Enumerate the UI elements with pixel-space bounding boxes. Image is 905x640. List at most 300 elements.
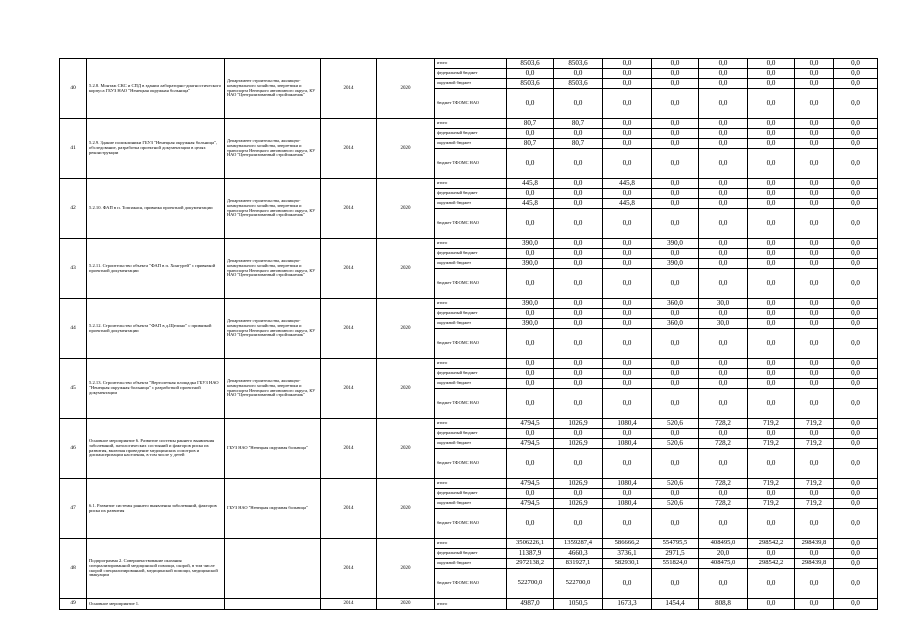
amount-cell: 0,0 (699, 209, 748, 239)
start-year-cell: 2014 (321, 119, 377, 179)
row-number-cell: 42 (60, 179, 87, 239)
activity-name-cell: 5.2.13. Строительство объекта "Вертолетная площадка ГБУЗ НАО "Ненецкая окружная больница" с разработкой проектной документации (87, 359, 225, 419)
executor-cell: Департамент строительства, жилищно-коммунального хозяйства, энергетики и транспорта Ненецкого автономного округа, КУ НАО "Централизованный стройзаказчик" (225, 179, 321, 239)
amount-cell: 0,0 (699, 379, 748, 389)
amount-cell: 0,0 (834, 69, 878, 79)
amount-cell: 719,2 (795, 479, 834, 489)
amount-cell: 20,0 (699, 549, 748, 559)
amount-cell: 0,0 (603, 489, 652, 499)
start-year-cell: 2014 (321, 179, 377, 239)
amount-cell: 0,0 (834, 499, 878, 509)
amount-cell: 520,6 (652, 499, 699, 509)
amount-cell: 0,0 (603, 329, 652, 359)
amount-cell: 4794,5 (507, 499, 554, 509)
amount-cell: 0,0 (652, 449, 699, 479)
funding-source-cell: бюджет ТФОМС НАО (435, 149, 507, 179)
amount-cell: 0,0 (652, 189, 699, 199)
amount-cell: 3506226,1 (507, 539, 554, 549)
amount-cell: 0,0 (603, 79, 652, 89)
amount-cell: 390,0 (652, 239, 699, 249)
start-year-cell: 2014 (321, 239, 377, 299)
funding-source-cell: окружной бюджет (435, 379, 507, 389)
funding-source-cell: итого (435, 599, 507, 610)
amount-cell: 586666,2 (603, 539, 652, 549)
amount-cell: 0,0 (652, 89, 699, 119)
amount-cell: 0,0 (699, 69, 748, 79)
funding-source-cell: итого (435, 179, 507, 189)
amount-cell: 808,8 (699, 599, 748, 610)
end-year-cell: 2020 (377, 299, 435, 359)
funding-source-cell: федеральный бюджет (435, 369, 507, 379)
amount-cell: 0,0 (795, 599, 834, 610)
amount-cell: 0,0 (795, 369, 834, 379)
amount-cell: 1080,4 (603, 499, 652, 509)
amount-cell: 0,0 (507, 369, 554, 379)
amount-cell: 0,0 (748, 449, 795, 479)
amount-cell: 408475,0 (699, 559, 748, 569)
end-year-cell: 2020 (377, 539, 435, 599)
amount-cell: 0,0 (603, 149, 652, 179)
amount-cell: 0,0 (748, 599, 795, 610)
amount-cell: 80,7 (507, 119, 554, 129)
amount-cell: 0,0 (554, 449, 603, 479)
amount-cell: 0,0 (834, 209, 878, 239)
amount-cell: 0,0 (795, 139, 834, 149)
funding-source-cell: федеральный бюджет (435, 489, 507, 499)
amount-cell: 0,0 (652, 359, 699, 369)
executor-cell (225, 539, 321, 599)
amount-cell: 0,0 (652, 69, 699, 79)
amount-cell: 0,0 (795, 429, 834, 439)
amount-cell: 0,0 (748, 359, 795, 369)
amount-cell: 4987,0 (507, 599, 554, 610)
amount-cell: 0,0 (748, 149, 795, 179)
amount-cell: 0,0 (554, 189, 603, 199)
amount-cell: 0,0 (699, 249, 748, 259)
amount-cell: 0,0 (652, 119, 699, 129)
table-row (60, 479, 878, 489)
amount-cell: 1080,4 (603, 479, 652, 489)
amount-cell: 0,0 (554, 129, 603, 139)
amount-cell: 0,0 (507, 449, 554, 479)
amount-cell: 0,0 (652, 179, 699, 189)
amount-cell: 0,0 (652, 129, 699, 139)
amount-cell: 0,0 (795, 359, 834, 369)
funding-table-body (60, 59, 878, 610)
start-year-cell: 2014 (321, 479, 377, 539)
amount-cell: 0,0 (554, 149, 603, 179)
table-row (60, 599, 878, 610)
end-year-cell: 2020 (377, 599, 435, 610)
amount-cell: 0,0 (554, 239, 603, 249)
amount-cell: 719,2 (795, 499, 834, 509)
amount-cell: 0,0 (554, 429, 603, 439)
activity-name-cell: 5.2.10. ФАП в п. Топпакася, привязка проектной документации (87, 179, 225, 239)
amount-cell: 0,0 (748, 509, 795, 539)
amount-cell: 0,0 (603, 449, 652, 479)
funding-source-cell: окружной бюджет (435, 139, 507, 149)
amount-cell: 360,0 (652, 299, 699, 309)
amount-cell: 0,0 (748, 209, 795, 239)
end-year-cell: 2020 (377, 359, 435, 419)
funding-source-cell: окружной бюджет (435, 499, 507, 509)
amount-cell: 0,0 (699, 429, 748, 439)
amount-cell: 0,0 (652, 139, 699, 149)
amount-cell: 0,0 (507, 509, 554, 539)
amount-cell: 0,0 (652, 379, 699, 389)
amount-cell: 0,0 (834, 299, 878, 309)
amount-cell: 0,0 (507, 429, 554, 439)
amount-cell: 0,0 (795, 209, 834, 239)
amount-cell: 0,0 (652, 199, 699, 209)
amount-cell: 0,0 (699, 449, 748, 479)
amount-cell: 0,0 (603, 59, 652, 69)
activity-name-cell: 5.2.12. Строительство объекта "ФАП в д.Щелино" с привязкой проектной документации (87, 299, 225, 359)
amount-cell: 0,0 (603, 509, 652, 539)
table-row (60, 299, 878, 309)
amount-cell: 8503,6 (507, 79, 554, 89)
amount-cell: 445,8 (603, 199, 652, 209)
amount-cell: 0,0 (699, 489, 748, 499)
amount-cell: 1080,4 (603, 439, 652, 449)
executor-cell: Департамент строительства, жилищно-коммунального хозяйства, энергетики и транспорта Ненецкого автономного округа, КУ НАО "Централизованный стройзаказчик" (225, 359, 321, 419)
amount-cell: 0,0 (834, 319, 878, 329)
amount-cell: 0,0 (834, 249, 878, 259)
amount-cell: 0,0 (748, 369, 795, 379)
amount-cell: 0,0 (748, 549, 795, 559)
amount-cell: 0,0 (652, 59, 699, 69)
amount-cell: 728,2 (699, 439, 748, 449)
amount-cell: 0,0 (834, 329, 878, 359)
activity-name-cell: 5.2.8. Монтаж СКС и СПД в здании лабораторно-диагностического корпуса ГБУЗ НАО "Ненецкая окружная больница" (87, 59, 225, 119)
amount-cell: 0,0 (834, 439, 878, 449)
amount-cell: 0,0 (603, 69, 652, 79)
end-year-cell: 2020 (377, 119, 435, 179)
activity-name-cell: Подпрограмма 2. Совершенствование оказания специализированной медицинской помощи, скорой, в том числе скорой специализированной, медицинской помощи, медицинской эвакуации (87, 539, 225, 599)
amount-cell: 8503,6 (507, 59, 554, 69)
amount-cell: 0,0 (834, 379, 878, 389)
amount-cell: 0,0 (748, 379, 795, 389)
amount-cell: 0,0 (834, 539, 878, 549)
amount-cell: 30,0 (699, 319, 748, 329)
amount-cell: 298542,2 (748, 539, 795, 549)
amount-cell: 0,0 (834, 419, 878, 429)
amount-cell: 0,0 (652, 489, 699, 499)
amount-cell: 0,0 (603, 269, 652, 299)
amount-cell: 0,0 (507, 389, 554, 419)
amount-cell: 0,0 (699, 149, 748, 179)
amount-cell: 0,0 (748, 59, 795, 69)
amount-cell: 0,0 (795, 179, 834, 189)
funding-source-cell: окружной бюджет (435, 259, 507, 269)
end-year-cell: 2020 (377, 419, 435, 479)
amount-cell: 0,0 (795, 569, 834, 599)
amount-cell: 0,0 (507, 189, 554, 199)
amount-cell: 4794,5 (507, 419, 554, 429)
amount-cell: 719,2 (748, 479, 795, 489)
row-number-cell: 45 (60, 359, 87, 419)
amount-cell: 0,0 (603, 319, 652, 329)
amount-cell: 390,0 (507, 299, 554, 309)
amount-cell: 0,0 (748, 79, 795, 89)
start-year-cell: 2014 (321, 299, 377, 359)
end-year-cell: 2020 (377, 59, 435, 119)
amount-cell: 0,0 (748, 259, 795, 269)
amount-cell: 0,0 (834, 549, 878, 559)
row-number-cell: 48 (60, 539, 87, 599)
amount-cell: 0,0 (748, 239, 795, 249)
amount-cell: 0,0 (834, 449, 878, 479)
row-number-cell: 49 (60, 599, 87, 610)
amount-cell: 0,0 (748, 299, 795, 309)
amount-cell: 0,0 (699, 199, 748, 209)
amount-cell: 0,0 (603, 139, 652, 149)
amount-cell: 0,0 (507, 129, 554, 139)
row-number-cell: 40 (60, 59, 87, 119)
amount-cell: 0,0 (507, 89, 554, 119)
executor-cell: Департамент строительства, жилищно-коммунального хозяйства, энергетики и транспорта Ненецкого автономного округа, КУ НАО "Централизованный стройзаказчик" (225, 119, 321, 179)
amount-cell: 0,0 (507, 379, 554, 389)
funding-table (59, 58, 878, 610)
amount-cell: 0,0 (834, 569, 878, 599)
table-row (60, 239, 878, 249)
amount-cell: 0,0 (795, 319, 834, 329)
amount-cell: 0,0 (652, 509, 699, 539)
amount-cell: 0,0 (507, 69, 554, 79)
amount-cell: 4794,5 (507, 479, 554, 489)
amount-cell: 522700,0 (554, 569, 603, 599)
amount-cell: 0,0 (554, 359, 603, 369)
amount-cell: 0,0 (652, 309, 699, 319)
funding-source-cell: бюджет ТФОМС НАО (435, 389, 507, 419)
amount-cell: 0,0 (554, 369, 603, 379)
amount-cell: 0,0 (795, 249, 834, 259)
amount-cell: 0,0 (554, 89, 603, 119)
funding-source-cell: окружной бюджет (435, 319, 507, 329)
activity-name-cell: 6.1. Развитие системы раннего выявления заболеваний, факторов риска их развития (87, 479, 225, 539)
amount-cell: 2972138,2 (507, 559, 554, 569)
amount-cell: 0,0 (554, 299, 603, 309)
amount-cell: 0,0 (834, 89, 878, 119)
amount-cell: 728,2 (699, 419, 748, 429)
table-row (60, 119, 878, 129)
amount-cell: 0,0 (748, 429, 795, 439)
funding-source-cell: итого (435, 119, 507, 129)
amount-cell: 390,0 (652, 259, 699, 269)
start-year-cell: 2014 (321, 419, 377, 479)
amount-cell: 0,0 (699, 129, 748, 139)
amount-cell: 0,0 (652, 149, 699, 179)
amount-cell: 0,0 (603, 209, 652, 239)
row-number-cell: 44 (60, 299, 87, 359)
amount-cell: 0,0 (603, 429, 652, 439)
amount-cell: 0,0 (699, 389, 748, 419)
funding-source-cell: бюджет ТФОМС НАО (435, 209, 507, 239)
amount-cell: 0,0 (748, 319, 795, 329)
amount-cell: 0,0 (795, 549, 834, 559)
amount-cell: 0,0 (699, 119, 748, 129)
funding-source-cell: федеральный бюджет (435, 309, 507, 319)
amount-cell: 0,0 (795, 269, 834, 299)
amount-cell: 0,0 (603, 369, 652, 379)
amount-cell: 0,0 (795, 129, 834, 139)
amount-cell: 0,0 (795, 69, 834, 79)
amount-cell: 0,0 (795, 379, 834, 389)
amount-cell: 0,0 (748, 139, 795, 149)
amount-cell: 0,0 (603, 119, 652, 129)
amount-cell: 520,6 (652, 439, 699, 449)
funding-source-cell: бюджет ТФОМС НАО (435, 329, 507, 359)
amount-cell: 0,0 (795, 119, 834, 129)
amount-cell: 582930,1 (603, 559, 652, 569)
row-number-cell: 47 (60, 479, 87, 539)
amount-cell: 0,0 (603, 569, 652, 599)
amount-cell: 0,0 (748, 309, 795, 319)
amount-cell: 298542,2 (748, 559, 795, 569)
executor-cell (225, 599, 321, 610)
table-row (60, 179, 878, 189)
program-funding-table-page (59, 58, 877, 610)
amount-cell: 0,0 (699, 139, 748, 149)
amount-cell: 0,0 (507, 249, 554, 259)
amount-cell: 0,0 (834, 259, 878, 269)
amount-cell: 0,0 (834, 489, 878, 499)
amount-cell: 719,2 (795, 439, 834, 449)
start-year-cell: 2014 (321, 599, 377, 610)
amount-cell: 0,0 (748, 269, 795, 299)
amount-cell: 0,0 (507, 489, 554, 499)
amount-cell: 0,0 (748, 119, 795, 129)
amount-cell: 551824,0 (652, 559, 699, 569)
amount-cell: 0,0 (554, 249, 603, 259)
start-year-cell: 2014 (321, 359, 377, 419)
amount-cell: 0,0 (699, 309, 748, 319)
amount-cell: 0,0 (603, 309, 652, 319)
amount-cell: 719,2 (748, 439, 795, 449)
amount-cell: 1026,9 (554, 439, 603, 449)
funding-source-cell: окружной бюджет (435, 79, 507, 89)
amount-cell: 0,0 (748, 329, 795, 359)
amount-cell: 0,0 (652, 389, 699, 419)
amount-cell: 0,0 (699, 509, 748, 539)
end-year-cell: 2020 (377, 479, 435, 539)
amount-cell: 0,0 (834, 239, 878, 249)
amount-cell: 0,0 (834, 559, 878, 569)
amount-cell: 0,0 (795, 299, 834, 309)
amount-cell: 0,0 (554, 269, 603, 299)
amount-cell: 1026,9 (554, 419, 603, 429)
end-year-cell: 2020 (377, 239, 435, 299)
amount-cell: 445,8 (603, 179, 652, 189)
amount-cell: 80,7 (554, 139, 603, 149)
amount-cell: 0,0 (699, 369, 748, 379)
amount-cell: 0,0 (748, 199, 795, 209)
funding-source-cell: бюджет ТФОМС НАО (435, 569, 507, 599)
end-year-cell: 2020 (377, 179, 435, 239)
funding-source-cell: окружной бюджет (435, 199, 507, 209)
amount-cell: 0,0 (834, 269, 878, 299)
amount-cell: 445,8 (507, 179, 554, 189)
amount-cell: 831927,1 (554, 559, 603, 569)
start-year-cell: 2014 (321, 59, 377, 119)
amount-cell: 0,0 (834, 509, 878, 539)
amount-cell: 0,0 (554, 389, 603, 419)
amount-cell: 360,0 (652, 319, 699, 329)
amount-cell: 0,0 (795, 89, 834, 119)
amount-cell: 8503,6 (554, 59, 603, 69)
funding-source-cell: итого (435, 419, 507, 429)
amount-cell: 0,0 (834, 369, 878, 379)
amount-cell: 0,0 (748, 179, 795, 189)
amount-cell: 0,0 (699, 59, 748, 69)
funding-source-cell: бюджет ТФОМС НАО (435, 269, 507, 299)
amount-cell: 2971,5 (652, 549, 699, 559)
amount-cell: 0,0 (834, 149, 878, 179)
amount-cell: 0,0 (603, 359, 652, 369)
amount-cell: 0,0 (834, 599, 878, 610)
amount-cell: 0,0 (554, 69, 603, 79)
amount-cell: 0,0 (507, 309, 554, 319)
amount-cell: 0,0 (603, 299, 652, 309)
amount-cell: 0,0 (795, 489, 834, 499)
amount-cell: 0,0 (748, 569, 795, 599)
amount-cell: 1359287,4 (554, 539, 603, 549)
amount-cell: 0,0 (834, 429, 878, 439)
funding-source-cell: окружной бюджет (435, 439, 507, 449)
amount-cell: 1050,5 (554, 599, 603, 610)
amount-cell: 4660,3 (554, 549, 603, 559)
amount-cell: 0,0 (834, 189, 878, 199)
amount-cell: 0,0 (603, 129, 652, 139)
funding-source-cell: федеральный бюджет (435, 429, 507, 439)
start-year-cell: 2014 (321, 539, 377, 599)
funding-source-cell: федеральный бюджет (435, 189, 507, 199)
amount-cell: 0,0 (795, 309, 834, 319)
amount-cell: 0,0 (795, 59, 834, 69)
amount-cell: 0,0 (699, 239, 748, 249)
amount-cell: 0,0 (652, 429, 699, 439)
amount-cell: 1026,9 (554, 479, 603, 489)
table-row (60, 539, 878, 549)
amount-cell: 0,0 (603, 249, 652, 259)
amount-cell: 0,0 (507, 149, 554, 179)
amount-cell: 0,0 (795, 79, 834, 89)
amount-cell: 0,0 (834, 309, 878, 319)
funding-source-cell: итого (435, 539, 507, 549)
amount-cell: 1454,4 (652, 599, 699, 610)
amount-cell: 0,0 (652, 209, 699, 239)
amount-cell: 0,0 (507, 209, 554, 239)
amount-cell: 0,0 (834, 79, 878, 89)
amount-cell: 0,0 (748, 249, 795, 259)
amount-cell: 0,0 (603, 239, 652, 249)
activity-name-cell: 5.2.11. Строительство объекта "ФАП в п. Хонгурей" с привязкой проектной документации (87, 239, 225, 299)
amount-cell: 0,0 (652, 369, 699, 379)
executor-cell: ГБУЗ НАО "Ненецкая окружная больница" (225, 479, 321, 539)
amount-cell: 0,0 (748, 89, 795, 119)
activity-name-cell: Основное мероприятие 6. Развитие системы раннего выявления заболеваний, патологических состояний и факторов риска их развития, включая проведение медицинских осмотров и диспансеризации населения, в том числе у детей (87, 419, 225, 479)
amount-cell: 0,0 (507, 329, 554, 359)
amount-cell: 0,0 (554, 509, 603, 539)
amount-cell: 0,0 (652, 249, 699, 259)
amount-cell: 0,0 (795, 259, 834, 269)
amount-cell: 0,0 (748, 389, 795, 419)
amount-cell: 0,0 (795, 199, 834, 209)
amount-cell: 0,0 (748, 69, 795, 79)
amount-cell: 0,0 (699, 259, 748, 269)
executor-cell: Департамент строительства, жилищно-коммунального хозяйства, энергетики и транспорта Ненецкого автономного округа, КУ НАО "Централизованный стройзаказчик" (225, 299, 321, 359)
amount-cell: 0,0 (699, 189, 748, 199)
